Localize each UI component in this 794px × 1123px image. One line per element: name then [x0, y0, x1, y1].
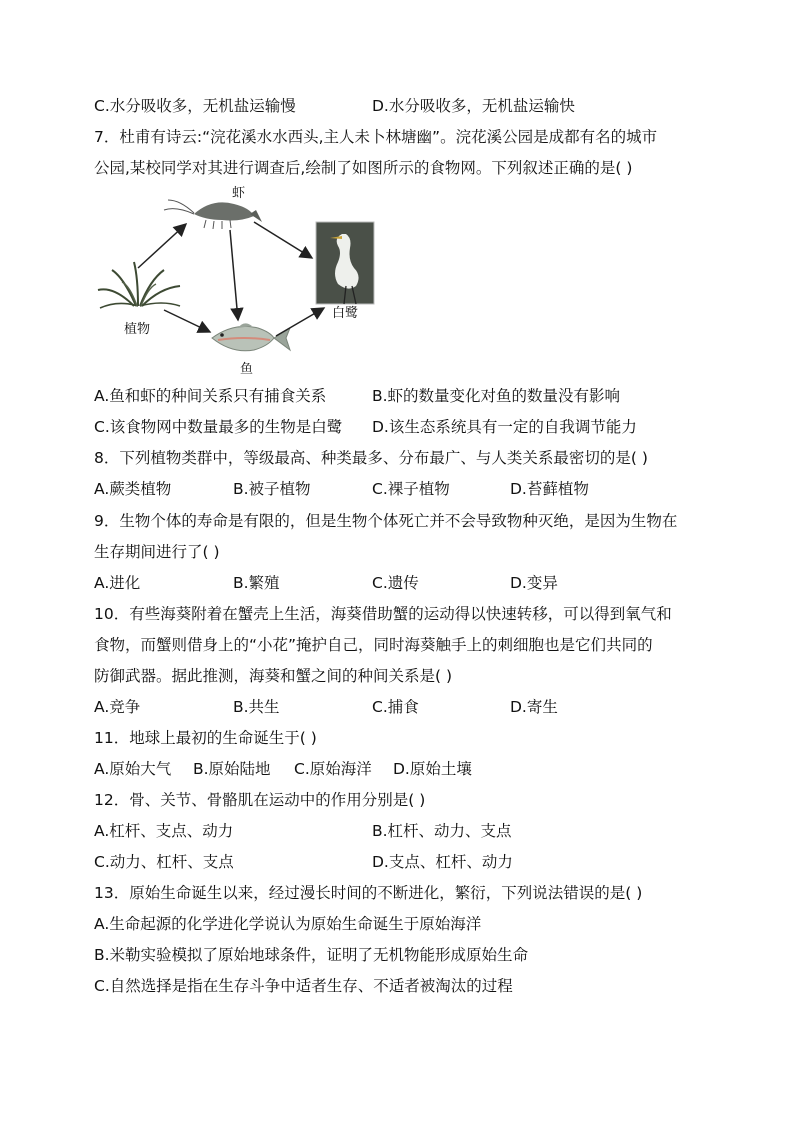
q9-stem-line1: 9．生物个体的寿命是有限的，但是生物个体死亡并不会导致物种灭绝，是因为生物在 — [94, 512, 678, 530]
q11-option-c: C.原始海洋 — [294, 760, 372, 778]
q8-option-c: C.裸子植物 — [372, 480, 450, 498]
q11-option-a: A.原始大气 — [94, 760, 172, 778]
q7-option-a: A.鱼和虾的种间关系只有捕食关系 — [94, 387, 327, 405]
arrow-plant-to-fish — [164, 310, 210, 332]
arrow-shrimp-to-egret — [254, 222, 312, 258]
plant-icon — [98, 262, 180, 308]
q7-option-d: D.该生态系统具有一定的自我调节能力 — [372, 418, 637, 436]
q9-option-c: C.遗传 — [372, 574, 419, 592]
food-web-figure — [94, 186, 394, 382]
egret-photo — [316, 222, 374, 304]
label-shrimp: 虾 — [232, 186, 246, 201]
q12-option-a: A.杠杆、支点、动力 — [94, 822, 234, 840]
q13-stem: 13．原始生命诞生以来，经过漫长时间的不断进化，繁衍，下列说法错误的是( ) — [94, 884, 643, 902]
q9-stem-line2: 生存期间进行了( ) — [94, 543, 220, 561]
q7-option-c: C.该食物网中数量最多的生物是白鹭 — [94, 418, 343, 436]
q11-option-d: D.原始土壤 — [393, 760, 472, 778]
label-fish: 鱼 — [240, 362, 254, 377]
q13-option-b: B.米勒实验模拟了原始地球条件，证明了无机物能形成原始生命 — [94, 946, 529, 964]
q10-option-a: A.竞争 — [94, 698, 141, 716]
q8-option-a: A.蕨类植物 — [94, 480, 172, 498]
q9-option-a: A.进化 — [94, 574, 141, 592]
q8-option-b: B.被子植物 — [233, 480, 311, 498]
q7-stem-line1: 7．杜甫有诗云:“浣花溪水水西头,主人未卜林塘幽”。浣花溪公园是成都有名的城市 — [94, 128, 658, 146]
q7-stem-line2: 公园,某校同学对其进行调查后,绘制了如图所示的食物网。下列叙述正确的是( ) — [94, 159, 633, 177]
q10-stem-line1: 10．有些海葵附着在蟹壳上生活，海葵借助蟹的运动得以快速转移，可以得到氧气和 — [94, 605, 672, 623]
q10-stem-line2: 食物，而蟹则借身上的“小花”掩护自己，同时海葵触手上的刺细胞也是它们共同的 — [94, 636, 653, 654]
q11-option-b: B.原始陆地 — [193, 760, 271, 778]
shrimp-icon — [164, 200, 262, 229]
arrow-plant-to-shrimp — [138, 224, 186, 268]
q8-stem: 8．下列植物类群中，等级最高、种类最多、分布最广、与人类关系最密切的是( ) — [94, 449, 648, 467]
fish-icon — [212, 323, 290, 350]
food-web-diagram — [94, 186, 394, 382]
arrow-fish-to-egret — [276, 308, 324, 336]
q12-option-b: B.杠杆、动力、支点 — [372, 822, 512, 840]
q9-option-b: B.繁殖 — [233, 574, 280, 592]
label-plant: 植物 — [124, 322, 151, 337]
label-egret: 白鹭 — [332, 306, 359, 321]
q10-option-c: C.捕食 — [372, 698, 419, 716]
q6-option-d: D.水分吸收多，无机盐运输快 — [372, 97, 575, 115]
arrow-shrimp-to-fish — [230, 230, 238, 320]
q12-option-c: C.动力、杠杆、支点 — [94, 853, 234, 871]
q13-option-c: C.自然选择是指在生存斗争中适者生存、不适者被淘汰的过程 — [94, 977, 513, 995]
q12-stem: 12．骨、关节、骨骼肌在运动中的作用分别是( ) — [94, 791, 426, 809]
q10-stem-line3: 防御武器。据此推测，海葵和蟹之间的种间关系是( ) — [94, 667, 453, 685]
q12-option-d: D.支点、杠杆、动力 — [372, 853, 513, 871]
q11-stem: 11．地球上最初的生命诞生于( ) — [94, 729, 317, 747]
q7-option-b: B.虾的数量变化对鱼的数量没有影响 — [372, 387, 621, 405]
q9-option-d: D.变异 — [510, 574, 558, 592]
q6-option-c: C.水分吸收多，无机盐运输慢 — [94, 97, 296, 115]
q10-option-b: B.共生 — [233, 698, 280, 716]
q8-option-d: D.苔藓植物 — [510, 480, 589, 498]
q10-option-d: D.寄生 — [510, 698, 558, 716]
q13-option-a: A.生命起源的化学进化学说认为原始生命诞生于原始海洋 — [94, 915, 482, 933]
